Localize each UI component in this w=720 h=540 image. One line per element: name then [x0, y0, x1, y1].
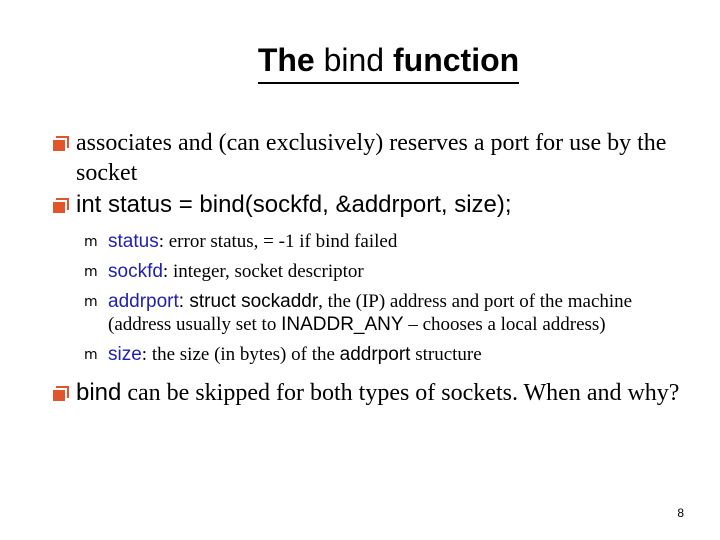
code-addrport: addrport [339, 344, 411, 365]
page-number: 8 [677, 506, 684, 520]
bullet-2 [52, 190, 682, 220]
sub-addrport-tail: – chooses a local address) [403, 314, 606, 335]
sub-addrport-struct: : struct sockaddr [178, 291, 319, 312]
sub-bullet-marker: m [84, 347, 98, 363]
bullet-3-text: can be skipped for both types of sockets. When and why? [121, 380, 680, 406]
sub-sockfd-text: : integer, socket descriptor [162, 261, 364, 282]
sub-bullet-size [52, 343, 682, 366]
term-status: status [108, 231, 159, 252]
sub-bullet-sockfd [52, 260, 682, 283]
term-addrport: addrport [108, 291, 179, 312]
bullet-3 [52, 378, 682, 408]
sub-addrport-text: , the (IP) address and port of the machine (address usually set to [108, 291, 633, 335]
slide-title [0, 40, 720, 84]
bullet-2-code: int status = bind(sockfd, &addrport, size); [76, 191, 512, 218]
bullet-list [52, 128, 682, 408]
bullet-1-text: associates and (can exclusively) reserves a port for use by the socket [76, 130, 667, 186]
checkbox-bullet-icon [52, 386, 70, 402]
sub-bullet-marker: m [84, 264, 98, 280]
code-inaddr-any: INADDR_ANY [281, 314, 404, 335]
checkbox-bullet-icon [52, 136, 70, 152]
sub-bullet-marker: m [84, 234, 98, 250]
title-underline [258, 40, 519, 84]
sub-size-tail: structure [410, 344, 482, 365]
title-part-the: The [257, 42, 315, 78]
sub-status-text: : error status, = -1 if bind failed [158, 231, 398, 252]
sub-bullet-addrport [52, 290, 682, 336]
title-part-bind: bind [314, 42, 393, 78]
sub-bullet-marker: m [84, 294, 98, 310]
sub-size-text: : the size (in bytes) of the [141, 344, 340, 365]
checkbox-bullet-icon [52, 198, 70, 214]
title-part-function: function [392, 42, 520, 78]
sub-bullet-status [52, 230, 682, 253]
bullet-1 [52, 128, 682, 188]
term-sockfd: sockfd [108, 261, 163, 282]
code-bind: bind [76, 379, 122, 406]
term-size: size [108, 344, 142, 365]
